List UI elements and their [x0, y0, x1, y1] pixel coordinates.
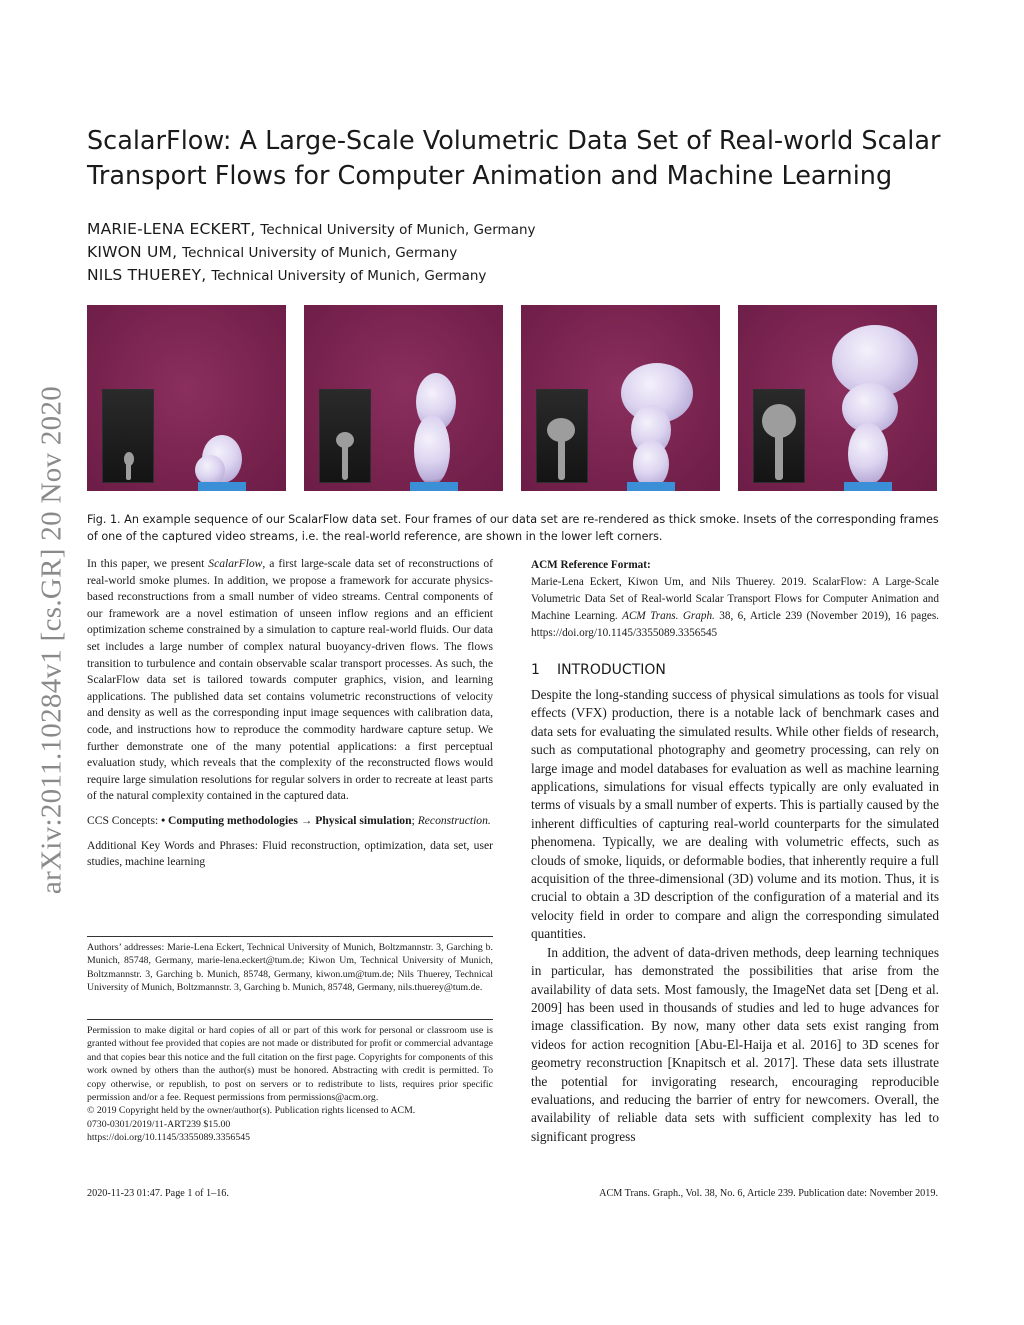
emitter	[410, 482, 458, 491]
copyright: © 2019 Copyright held by the owner/author(s). Publication rights licensed to ACM.	[87, 1105, 416, 1117]
introduction-body	[531, 686, 939, 1146]
divider	[87, 936, 493, 937]
arxiv-stamp: arXiv:2011.10284v1 [cs.GR] 20 Nov 2020	[35, 385, 68, 895]
paper-title: ScalarFlow: A Large-Scale Volumetric Data Set of Real-world Scalar Transport Flows for Computer Animation and Machine Learning	[87, 126, 941, 191]
issn: 0730-0301/2019/11-ART239 $15.00	[87, 1118, 231, 1130]
author-affiliation: Technical University of Munich, Germany	[260, 222, 536, 238]
keywords: Additional Key Words and Phrases: Fluid reconstruction, optimization, data set, user studies, machine learning	[87, 838, 493, 869]
intro-paragraph: Despite the long-standing success of physical simulations as tools for visual effects (VFX) production, there is a notable lack of benchmark cases and data sets for evaluating the simulated results. While other fields of research, such as computational photography and geometry processing, can rely on large image and model databases for evaluation as well as machine learning applications, simulations for visual effects typically are only evaluated in terms of visuals by a small number of experts. This is partially caused by the inherent difficulties of capturing real-world counterparts for the simulated phenomena. Typically, we are dealing with volumetric effects, such as clouds of smoke, liquids, or deformable bodies, that inherently require a full acquisition of the three-dimensional (3D) volume and its motion. Thus, it is crucial to obtain a 3D description of the configuration of a material and its velocity field in order to compare and align the corresponding simulated quantities.	[531, 687, 939, 942]
author-addresses: Authors’ addresses: Marie-Lena Eckert, Technical University of Munich, Boltzmannstr. 3, Garching b. Munich, 85748, Germany, marie-lena.eckert@tum.de; Kiwon Um, Technical University of Munich, Boltzmannstr. 3, Garching b. Munich, 85748, Germany, kiwon.um@tum.de; Nils Thuerey, Technical University of Munich, Boltzmannstr. 3, Garching b. Munich, 85748, Germany, nils.thuerey@tum.de.	[87, 942, 493, 994]
doi-link[interactable]: https://doi.org/10.1145/3355089.3356545	[87, 1132, 251, 1144]
figure-frame-1	[87, 305, 286, 491]
ccs-concepts: CCS Concepts: • Computing methodologies → Physical simulation; Reconstruction.	[87, 813, 491, 827]
acm-reference-heading: ACM Reference Format:	[531, 559, 651, 571]
permission-notice: Permission to make digital or hard copies of all or part of this work for personal or classroom use is granted without fee provided that copies are not made or distributed for profit or commercial advantage and that copies bear this notice and the full citation on the first page. Copyrights for components of this work owned by others than the author(s) must be honored. Abstracting with credit is permitted. To copy otherwise, or republish, to post on servers or to redistribute to lists, requires prior specific permission and/or a fee. Request permissions from permissions@acm.org. © 2019 Copyright held by the owner/author(s). Publication rights licensed to ACM. 0730-0301/2019/11-ART239 $15.00 https://doi.org/10.1145/3355089.3356545	[87, 1025, 493, 1144]
author-name: NILS THUEREY,	[87, 266, 207, 284]
intro-paragraph: In addition, the advent of data-driven methods, deep learning techniques in particular, has demonstrated the possibilities that arise from the availability of data sets. Most famously, the ImageNet data set [Deng et al. 2009] has been used in thousands of studies and led to huge advances for image classification. By now, many other data sets exist ranging from videos for action recognition [Abu-El-Haija et al. 2016] to 3D scenes for geometry reconstruction [Knapitsch et al. 2017]. These data sets illustrate the potential for invigorating research, encouraging reproducible evaluations, and reducing the barrier of entry for newcomers. Overall, the availability of reliable data sets with sufficient complexity has led to significant progress	[531, 944, 939, 1144]
footer-right: ACM Trans. Graph., Vol. 38, No. 6, Article 239. Publication date: November 2019.	[599, 1188, 938, 1199]
emitter	[627, 482, 675, 491]
author-affiliation: Technical University of Munich, Germany	[211, 268, 487, 284]
abstract-paragraph: In this paper, we present ScalarFlow, a first large-scale data set of reconstructions of real-world smoke plumes. In addition, we propose a framework for accurate physics-based reconstructions from a small number of video streams. Central components of our framework are a novel estimation of unseen inflow regions and an efficient optimization scheme constrained by a simulation to capture real-world fluids. Our data set includes a large number of complex natural buoyancy-driven flows. The flows transition to turbulence and contain observable scalar transport processes. As such, the ScalarFlow data set is tailored towards computer graphics, vision, and learning applications. The published data set contains volumetric reconstructions of velocity and density as well as the corresponding input image sequences with calibration data, code, and instructions how to reproduce the commodity hardware capture setup. We further demonstrate one of the many potential applications: a first perceptual evaluation study, which reveals that the complexity of the reconstructed flows would require large simulation resolutions for regular solvers in order to recreate at least parts of the natural complexity contained in the captured data.	[87, 557, 493, 803]
figure-caption: Fig. 1. An example sequence of our ScalarFlow data set. Four frames of our data set are re-rendered as thick smoke. Insets of the corresponding frames of one of the captured video streams, i.e. the real-world reference, are shown in the lower left corners.	[87, 513, 939, 543]
video-inset	[319, 389, 371, 483]
author-3	[87, 266, 486, 284]
abstract	[87, 556, 493, 871]
emitter	[844, 482, 892, 491]
video-inset	[536, 389, 588, 483]
author-1	[87, 220, 536, 238]
emitter	[198, 482, 246, 491]
divider	[87, 1019, 493, 1020]
section-heading-introduction: 1 INTRODUCTION	[531, 662, 666, 678]
author-2	[87, 243, 457, 261]
figure-frame-4	[738, 305, 937, 491]
video-inset	[753, 389, 805, 483]
figure-frame-2	[304, 305, 503, 491]
acm-reference	[531, 557, 939, 642]
figure-frame-3	[521, 305, 720, 491]
footer-left: 2020-11-23 01:47. Page 1 of 1–16.	[87, 1188, 229, 1199]
author-name: MARIE-LENA ECKERT,	[87, 220, 256, 238]
author-affiliation: Technical University of Munich, Germany	[182, 245, 458, 261]
video-inset	[102, 389, 154, 483]
acm-reference-text: Marie-Lena Eckert, Kiwon Um, and Nils Thuerey. 2019. ScalarFlow: A Large-Scale Volumetric Data Set of Real-world Scalar Transport Flows for Computer Animation and Machine Learning. ACM Trans. Graph. 38, 6, Article 239 (November 2019), 16 pages. https://doi.org/10.1145/3355089.3356545	[531, 576, 939, 639]
author-name: KIWON UM,	[87, 243, 178, 261]
